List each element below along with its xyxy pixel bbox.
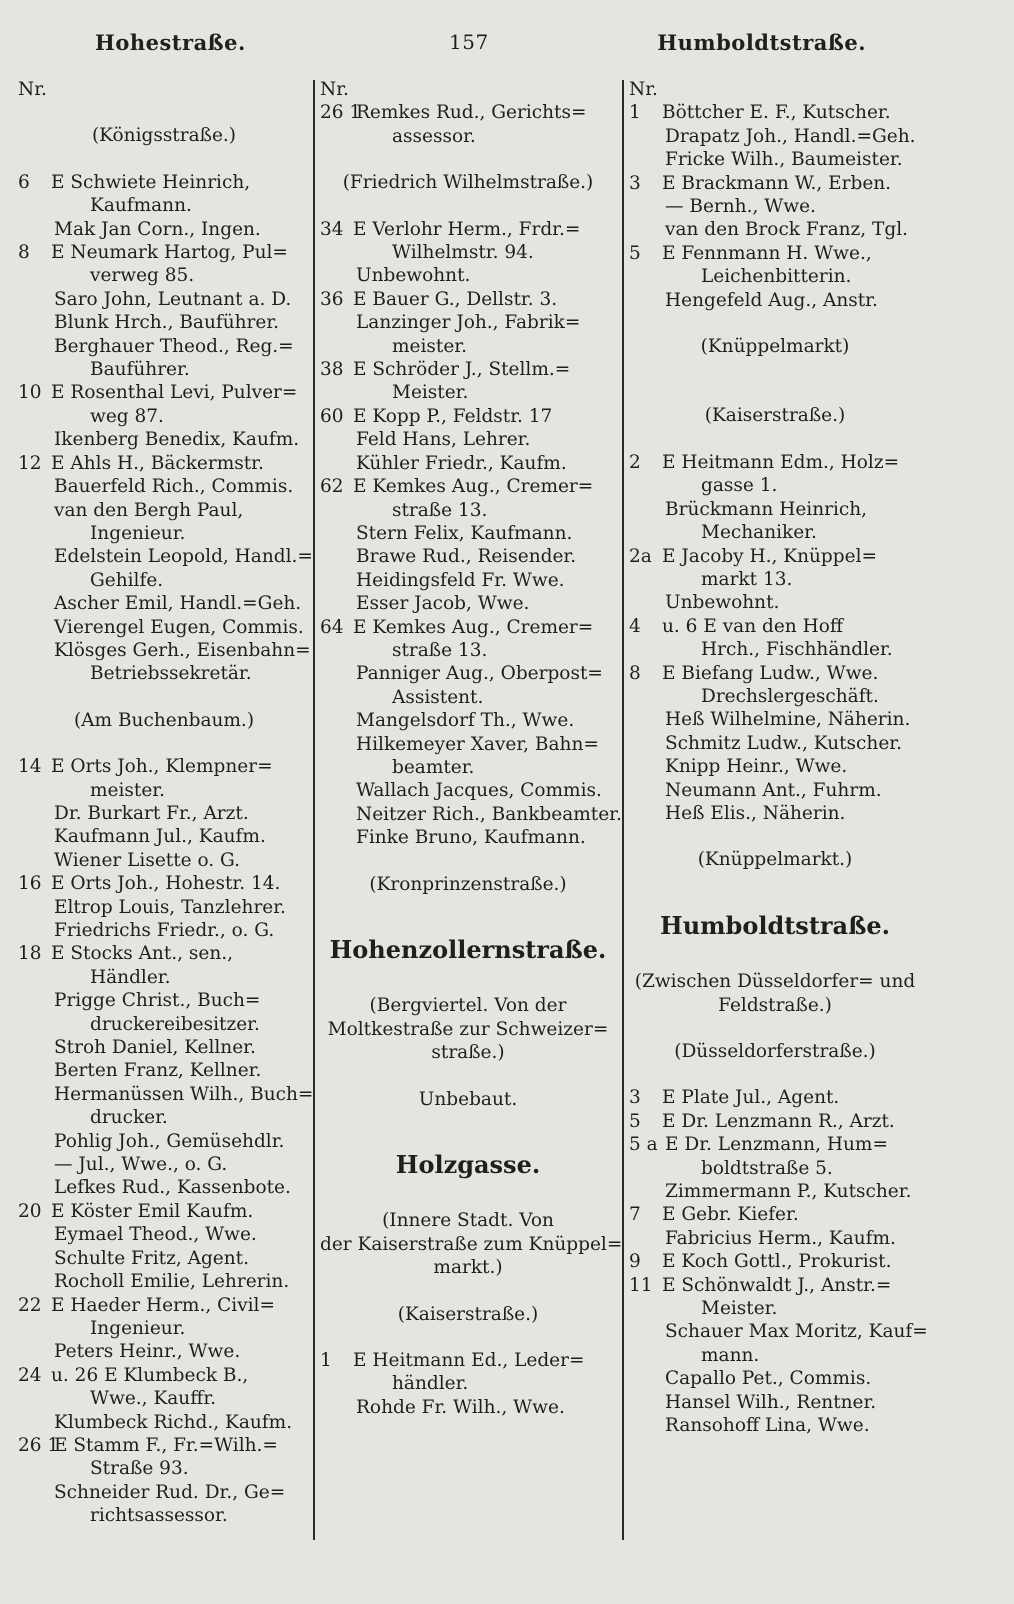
resident-entry: Eymael Theod., Wwe. [54,1224,257,1246]
spacer [320,1111,616,1141]
entry-text: E Heitmann Ed., Leder= [353,1350,585,1372]
column-heading: Nr. [320,79,349,100]
continuation-line: mann. [701,1344,760,1366]
entry-text: Remkes Rud., Gerichts= [356,102,587,124]
resident-entry: Hermanüssen Wilh., Buch= [54,1083,314,1105]
running-header-left: Hohestraße. [95,30,246,55]
resident-entry: Kaufmann Jul., Kaufm. [54,826,266,848]
resident-entry: Bauerfeld Rich., Commis. [54,476,294,498]
directory-entry [18,1434,310,1457]
entry-text: E Gebr. Kiefer. [662,1204,799,1226]
resident-entry: Heß Wilhelmine, Näherin. [665,709,911,731]
resident-entry: Pohlig Joh., Gemüsehdlr. [54,1130,285,1152]
resident-entry: Schulte Fritz, Agent. [54,1247,249,1269]
continuation-line: Meister. [392,382,469,404]
resident-entry: Rohde Fr. Wilh., Wwe. [356,1396,565,1418]
directory-entry [18,241,310,264]
section-label: Unbebaut. [418,1088,518,1110]
continuation-line: Drechslergeschäft. [701,685,879,707]
spacer [629,947,921,970]
directory-entry [320,358,616,381]
house-number: 22 [18,1294,42,1316]
continuation-line: Betriebssekretär. [90,663,252,685]
resident-entry: Unbewohnt. [356,265,471,287]
continuation-line: Kaufmann. [90,195,192,217]
spacer [320,1280,616,1303]
directory-entry [629,1250,921,1273]
resident-entry: Brawe Rud., Reisender. [356,546,577,568]
entry-text: E Schwiete Heinrich, [51,171,251,193]
resident-entry: Eltrop Louis, Tanzlehrer. [54,896,286,918]
house-number: 6 [18,171,30,193]
section-label: straße.) [431,1042,505,1064]
house-number: 26 1 [320,102,362,124]
house-number: 8 [629,662,641,684]
entry-text: E Heitmann Edm., Holz= [662,451,900,473]
resident-entry: Wiener Lisette o. G. [54,849,241,871]
resident-entry: Ikenberg Benedix, Kaufm. [54,429,300,451]
street-title: Hohenzollernstraße. [329,935,607,964]
house-number: 3 [629,1087,641,1109]
continuation-line: meister. [90,779,165,801]
directory-entry [320,218,616,241]
continuation-line: Assistent. [392,686,484,708]
house-number: 2a [629,545,652,567]
entry-text: E Orts Joh., Hohestr. 14. [51,873,281,895]
house-number: 60 [320,405,344,427]
resident-entry: Klumbeck Richd., Kaufm. [54,1411,293,1433]
house-number: 20 [18,1200,42,1222]
entry-text: E Ahls H., Bäckermstr. [51,452,264,474]
directory-entry [320,101,616,124]
resident-entry: Dr. Burkart Fr., Arzt. [54,802,249,824]
resident-entry: Stern Felix, Kaufmann. [356,522,573,544]
column-rule [622,80,624,1540]
house-number: 18 [18,943,42,965]
resident-entry: Saro John, Leutnant a. D. [54,288,292,310]
street-title: Holzgasse. [395,1150,541,1180]
continuation-line: Wwe., Kauffr. [90,1388,217,1410]
resident-entry: Edelstein Leopold, Handl.= [54,546,313,568]
house-number: 2 [629,451,641,473]
directory-entry [629,101,921,124]
resident-entry: Drapatz Joh., Handl.=Geh. [665,125,916,147]
column-rule [313,80,315,1540]
spacer [629,872,921,902]
house-number: 1 [629,102,641,124]
column-right [629,78,928,1438]
section-label: (Knüppelmarkt) [700,336,850,358]
entry-text: Böttcher E. F., Kutscher. [662,102,891,124]
directory-entry [18,755,310,778]
resident-entry: Unbewohnt. [665,592,780,614]
section-label: (Königsstraße.) [91,125,237,147]
house-number: 11 [629,1274,653,1296]
resident-entry: Neitzer Rich., Bankbeamter. [356,803,622,825]
entry-text: E Kemkes Aug., Cremer= [353,476,594,498]
continuation-line: boldtstraße 5. [701,1157,833,1179]
section-label: (Kronprinzenstraße.) [369,873,567,895]
column-left [18,78,314,1528]
entry-text: E Haeder Herm., Civil= [51,1294,275,1316]
house-number: 5 [629,1110,641,1132]
entry-text: E Orts Joh., Klempner= [51,756,273,778]
house-number: 8 [18,242,30,264]
continuation-line: markt 13. [701,568,793,590]
continuation-line: Straße 93. [90,1458,189,1480]
spacer [629,428,921,451]
house-number: 64 [320,616,344,638]
continuation-line: Wilhelmstr. 94. [392,242,534,264]
entry-text: E Plate Jul., Agent. [662,1087,840,1109]
resident-entry: Hengefeld Aug., Anstr. [665,289,878,311]
house-number: 24 [18,1364,42,1386]
column-heading: Nr. [629,79,658,100]
resident-entry: — Bernh., Wwe. [665,196,816,218]
continuation-line: druckereibesitzer. [90,1013,260,1035]
continuation-line: Mechaniker. [701,522,817,544]
entry-text: E Rosenthal Levi, Pulver= [51,382,298,404]
resident-entry: Zimmermann P., Kutscher. [665,1181,912,1203]
section-label: (Düsseldorferstraße.) [674,1041,876,1062]
entry-text: u. 26 E Klumbeck B., [51,1364,249,1386]
spacer [18,101,310,124]
street-title: Humboldtstraße. [660,910,890,940]
directory-entry [320,616,616,639]
resident-entry: Peters Heinr., Wwe. [54,1341,241,1363]
resident-entry: Neumann Ant., Fuhrm. [665,779,882,801]
entry-text: E Jacoby H., Knüppel= [662,545,877,567]
resident-entry: Finke Bruno, Kaufmann. [356,827,586,849]
continuation-line: richtsassessor. [90,1505,228,1527]
resident-entry: Stroh Daniel, Kellner. [54,1037,256,1059]
continuation-line: Gehilfe. [90,569,164,591]
house-number: 10 [18,382,42,404]
house-number: 38 [320,359,344,381]
section-label: (Kaiserstraße.) [704,405,846,427]
resident-entry: van den Bergh Paul, [54,499,244,521]
spacer [629,825,921,848]
directory-entry [629,1110,921,1133]
directory-entry [18,381,310,404]
spacer [320,1186,616,1209]
directory-entry [629,172,921,195]
spacer [320,148,616,171]
section-label: der Kaiserstraße zum Knüppel= [320,1233,623,1255]
directory-entry [18,452,310,475]
resident-entry: Panniger Aug., Oberpost= [356,663,603,685]
house-number: 12 [18,452,42,474]
house-number: 14 [18,756,42,778]
column-middle [320,78,623,1419]
resident-entry: Lefkes Rud., Kassenbote. [54,1177,291,1199]
house-number: 4 [629,615,641,637]
resident-entry: Knipp Heinr., Wwe. [665,756,848,778]
house-number: 16 [18,873,42,895]
section-label: (Bergviertel. Von der [369,995,567,1017]
house-number: 9 [629,1251,641,1273]
resident-entry: Wallach Jacques, Commis. [356,780,602,802]
house-number: 36 [320,288,344,310]
directory-entry [18,872,310,895]
resident-entry: Vierengel Eugen, Commis. [54,616,304,638]
section-label: (Am Buchenbaum.) [73,709,255,731]
directory-entry [629,1133,921,1156]
entry-text: E Fennmann H. Wwe., [662,242,872,264]
section-label: Moltkestraße zur Schweizer= [327,1018,609,1040]
entry-text: E Kopp P., Feldstr. 17 [353,405,553,427]
spacer [629,312,921,335]
house-number: 34 [320,218,344,240]
directory-entry [629,1274,921,1297]
entry-text: E Bauer G., Dellstr. 3. [353,288,558,310]
resident-entry: Heß Elis., Näherin. [665,802,846,824]
column-heading: Nr. [18,79,47,100]
resident-entry: Mangelsdorf Th., Wwe. [356,710,575,732]
house-number: 1 [320,1350,332,1372]
section-label: (Friedrich Wilhelmstraße.) [342,172,594,194]
continuation-line: Meister. [701,1298,778,1320]
directory-entry [18,1294,310,1317]
entry-text: u. 6 E van den Hoff [662,615,843,637]
directory-entry [320,405,616,428]
continuation-line: Ingenieur. [90,522,186,544]
directory-entry [629,615,921,638]
entry-text: E Stamm F., Fr.=Wilh.= [54,1434,278,1456]
page-number: 157 [449,30,489,54]
directory-entry [629,545,921,568]
running-header-right: Humboldtstraße. [657,30,866,55]
entry-text: E Schröder J., Stellm.= [353,359,571,381]
continuation-line: gasse 1. [701,475,778,497]
continuation-line: verweg 85. [90,265,195,287]
section-label: markt.) [433,1257,503,1279]
house-number: 26 1 [18,1434,60,1456]
continuation-line: Ingenieur. [90,1317,186,1339]
entry-text: E Biefang Ludw., Wwe. [662,662,879,684]
resident-entry: Feld Hans, Lehrer. [356,429,531,451]
spacer [320,896,616,926]
resident-entry: Fabricius Herm., Kaufm. [665,1227,896,1249]
resident-entry: van den Brock Franz, Tgl. [665,219,909,241]
entry-text: E Koch Gottl., Prokurist. [662,1251,892,1273]
resident-entry: Kühler Friedr., Kaufm. [356,452,567,474]
section-label: (Kaiserstraße.) [397,1303,539,1325]
resident-entry: Fricke Wilh., Baumeister. [665,149,903,171]
entry-text: E Schönwaldt J., Anstr.= [662,1274,892,1296]
spacer [320,850,616,873]
resident-entry: Capallo Pet., Commis. [665,1368,872,1390]
spacer [18,148,310,171]
directory-entry [18,1200,310,1223]
resident-entry: Hilkemeyer Xaver, Bahn= [356,733,599,755]
spacer [629,358,921,381]
resident-entry: Schneider Rud. Dr., Ge= [54,1481,286,1503]
continuation-line: Bauführer. [90,359,190,381]
resident-entry: — Jul., Wwe., o. G. [54,1154,228,1176]
section-label: Feldstraße.) [718,994,832,1016]
entry-text: E Stocks Ant., sen., [51,943,234,965]
resident-entry: Brückmann Heinrich, [665,498,868,520]
spacer [18,686,310,709]
resident-entry: Ascher Emil, Handl.=Geh. [54,593,302,615]
entry-text: E Brackmann W., Erben. [662,172,892,194]
directory-entry [629,1203,921,1226]
resident-entry: Berten Franz, Kellner. [54,1060,262,1082]
continuation-line: händler. [392,1373,469,1395]
resident-entry: Prigge Christ., Buch= [54,990,261,1012]
directory-entry [629,1086,921,1109]
resident-entry: Friedrichs Friedr., o. G. [54,920,275,941]
spacer [18,732,310,755]
house-number: 5 [629,242,641,264]
house-number: 62 [320,476,344,498]
resident-entry: Berghauer Theod., Reg.= [54,335,294,357]
resident-entry: Schmitz Ludw., Kutscher. [665,732,902,754]
resident-entry: Mak Jan Corn., Ingen. [54,218,261,240]
entry-text: E Verlohr Herm., Frdr.= [353,218,581,240]
house-number: 5 a [629,1134,658,1156]
directory-entry [320,475,616,498]
directory-entry [629,451,921,474]
directory-entry [18,1364,310,1387]
spacer [629,1063,921,1086]
continuation-line: Hrch., Fischhändler. [701,639,893,661]
spacer [320,971,616,994]
resident-entry: Schauer Max Moritz, Kauf= [665,1321,928,1343]
continuation-line: assessor. [392,125,476,147]
resident-entry: Blunk Hrch., Bauführer. [54,312,280,334]
entry-text: E Dr. Lenzmann R., Arzt. [662,1110,895,1132]
entry-text: E Köster Emil Kaufm. [51,1200,254,1222]
continuation-line: meister. [392,335,467,357]
continuation-line: weg 87. [90,405,164,427]
entry-text: E Kemkes Aug., Cremer= [353,616,594,638]
spacer [320,1326,616,1349]
house-number: 7 [629,1204,641,1226]
spacer [320,1065,616,1088]
resident-entry: Hansel Wilh., Rentner. [665,1391,877,1413]
resident-entry: Heidingsfeld Fr. Wwe. [356,569,565,591]
continuation-line: drucker. [90,1107,168,1129]
directory-entry [320,1349,616,1372]
section-label: (Knüppelmarkt.) [697,849,853,871]
spacer [320,195,616,218]
spacer [629,381,921,404]
house-number: 3 [629,172,641,194]
spacer [629,1017,921,1040]
directory-entry [18,171,310,194]
continuation-line: Händler. [90,966,171,988]
directory-entry [629,242,921,265]
directory-entry [629,662,921,685]
resident-entry: Rocholl Emilie, Lehrerin. [54,1271,290,1293]
resident-entry: Ransohoff Lina, Wwe. [665,1415,870,1437]
continuation-line: Leichenbitterin. [701,266,852,288]
continuation-line: straße 13. [392,639,488,661]
continuation-line: beamter. [392,756,475,778]
directory-entry [320,288,616,311]
entry-text: E Dr. Lenzmann, Hum= [665,1134,888,1156]
resident-entry: Klösges Gerh., Eisenbahn= [54,639,311,661]
section-label: (Zwischen Düsseldorfer= und [634,971,916,993]
resident-entry: Lanzinger Joh., Fabrik= [356,312,581,334]
directory-entry [18,942,310,965]
resident-entry: Esser Jacob, Wwe. [356,593,530,615]
section-label: (Innere Stadt. Von [382,1210,554,1232]
continuation-line: straße 13. [392,499,488,521]
entry-text: E Neumark Hartog, Pul= [51,242,288,264]
